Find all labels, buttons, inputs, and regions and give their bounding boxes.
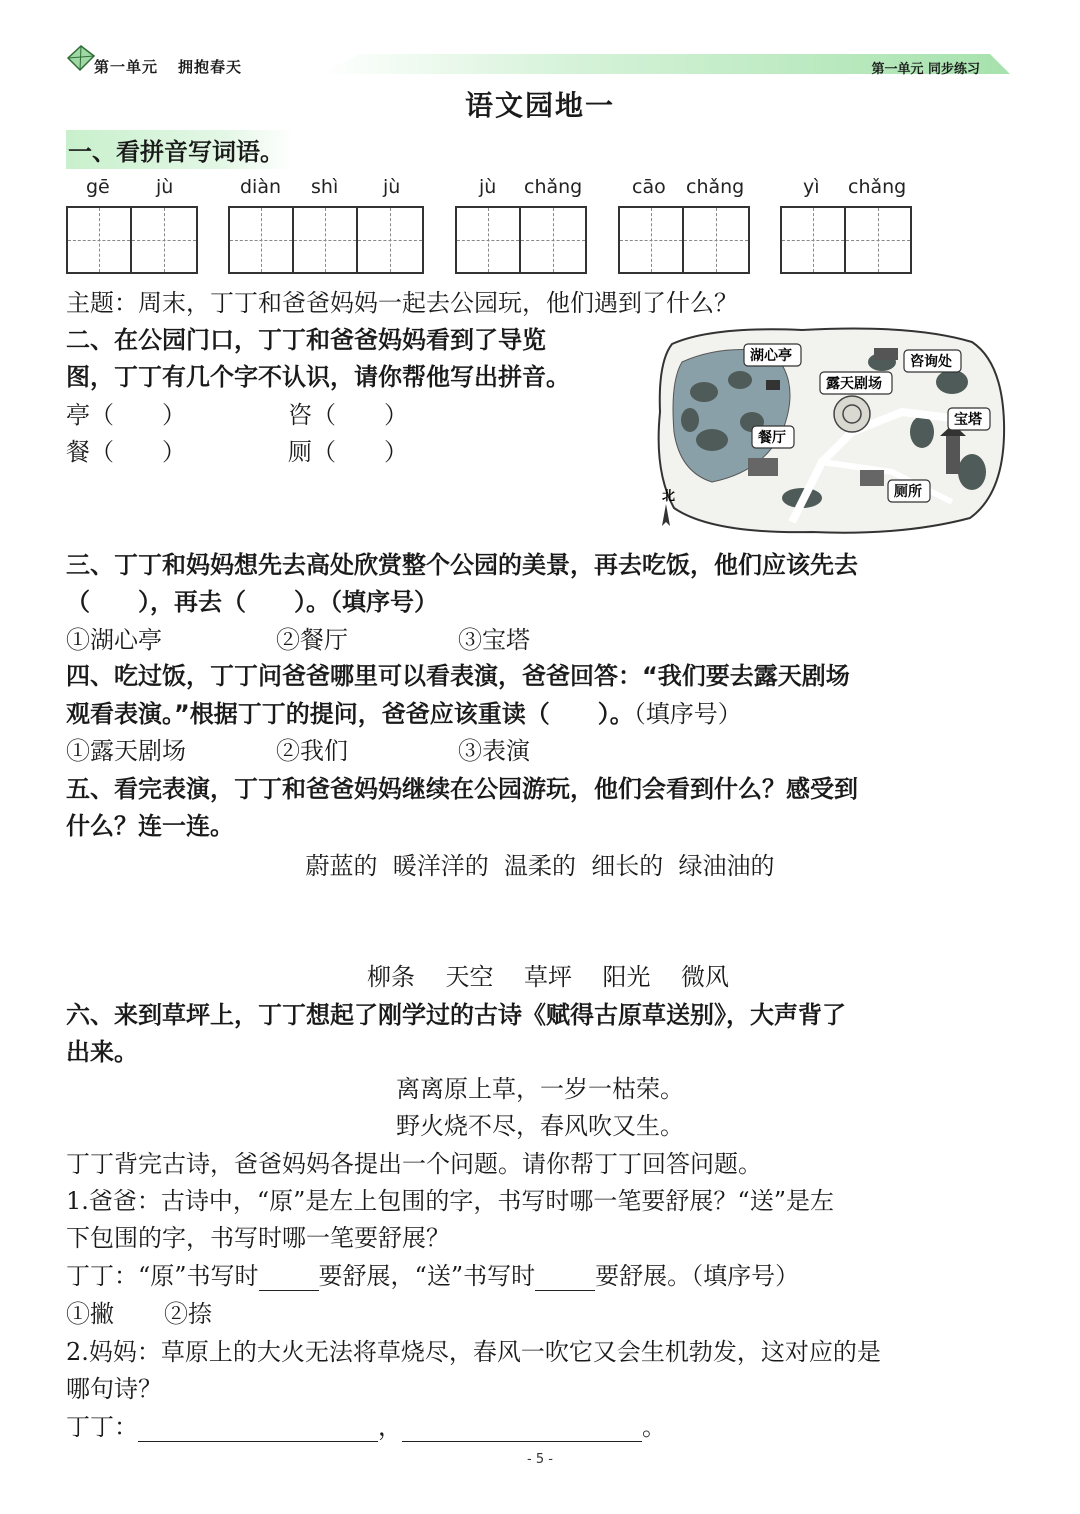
answer-2-prefix: 丁丁： [66,1413,138,1441]
section-4-line-1: 四、吃过饭，丁丁问爸爸哪里可以看表演，爸爸回答：“我们要去露天剧场 [66,662,850,690]
tianzi-grid[interactable] [780,206,912,274]
map-label [888,480,930,502]
pinyin-syllable: chǎng [686,176,745,198]
writing-cell[interactable] [132,208,196,272]
map-label [752,426,794,448]
tianzi-grid[interactable] [455,206,587,274]
header-unit-title: 拥抱春天 [178,58,243,76]
map-label-text: 厕所 [894,484,922,500]
pavilion-icon [766,380,780,390]
section-3-line-2: （ ），再去（ ）。（填序号） [66,588,438,616]
section-3-line-1: 三、丁丁和妈妈想先去高处欣赏整个公园的美景，再去吃饭，他们应该先去 [66,551,858,579]
pinyin-syllable: jù [383,176,401,198]
section-2-line-1: 二、在公园门口，丁丁和爸爸妈妈看到了导览 [66,326,546,354]
pinyin-item-ce[interactable]: 厕（ ） [288,438,408,466]
tree-cluster [696,429,728,451]
answer-blank[interactable] [535,1262,595,1291]
section-4-fill-hint: （填序号） [633,700,742,728]
map-label [948,408,990,430]
map-label-text: 餐厅 [758,430,786,446]
north-label: 北 [662,489,676,504]
pinyin-syllable: cāo [632,176,666,198]
question-2-line-2: 哪句诗？ [66,1375,162,1403]
noun-word[interactable]: 柳条 [366,963,415,991]
writing-cell[interactable] [230,208,294,272]
answer-1-part: 要舒展。（填序号） [595,1262,800,1290]
page-title: 语文园地一 [464,89,615,122]
section-5-line-2: 什么？连一连。 [66,812,234,840]
north-arrow-icon [662,504,670,526]
noun-word[interactable]: 草坪 [524,963,572,991]
answer-blank[interactable] [138,1413,378,1442]
writing-cell[interactable] [521,208,585,272]
tree-cluster [936,370,968,394]
header-unit-number: 第一单元 [94,58,159,76]
option-item: ③表演 [458,737,530,765]
tianzi-grid[interactable] [618,206,750,274]
tianzi-grid[interactable] [228,206,424,274]
section-4-line-2 [66,694,742,729]
poem-line: 离离原上草，一岁一枯荣。 [396,1075,684,1103]
header-right-label: 第一单元 同步练习 [871,62,980,77]
option-item: ①露天剧场 [66,737,186,765]
map-label [744,344,801,366]
writing-cell[interactable] [294,208,358,272]
pinyin-item-ting[interactable]: 亭（ ） [66,401,186,429]
map-label-text: 宝塔 [954,412,982,428]
writing-cell[interactable] [457,208,521,272]
answer-2-line [66,1407,666,1442]
map-label-text: 咨询处 [910,354,952,370]
answer-1-part: 丁丁：“原”书写时 [66,1262,259,1290]
writing-cell[interactable] [620,208,684,272]
header-unit [94,56,242,77]
section-2-line-2: 图，丁丁有几个字不认识，请你帮他写出拼音。 [66,363,570,391]
answer-2-end: 。 [642,1413,666,1441]
adjective-word[interactable]: 蔚蓝的 [305,852,378,880]
tree-cluster [910,416,934,448]
option-item: ③宝塔 [458,626,530,654]
answer-blank[interactable] [259,1262,319,1291]
theatre-stage [834,396,870,432]
writing-cell[interactable] [846,208,910,272]
writing-cell[interactable] [782,208,846,272]
answer-1-line [66,1256,799,1291]
option-item: ②捺 [164,1300,212,1328]
adjective-word[interactable]: 暖洋洋的 [392,852,489,880]
info-building-icon [874,348,898,360]
kite-logo-icon [66,44,96,72]
pinyin-syllable: chǎng [848,176,907,198]
noun-word[interactable]: 微风 [681,963,730,991]
theme-line: 主题：周末，丁丁和爸爸妈妈一起去公园玩，他们遇到了什么？ [66,289,738,317]
pinyin-item-zi[interactable]: 咨（ ） [288,401,408,429]
section-5-line-1: 五、看完表演，丁丁和爸爸妈妈继续在公园游玩，他们会看到什么？感受到 [66,775,858,803]
adjective-word[interactable]: 细长的 [591,852,664,880]
restaurant-building-icon [748,458,778,476]
writing-cell[interactable] [68,208,132,272]
question-2-line-1: 2.妈妈：草原上的大火无法将草烧尽，春风一吹它又会生机勃发，这对应的是 [66,1338,881,1366]
section-6-intro: 丁丁背完古诗，爸爸妈妈各提出一个问题。请你帮丁丁回答问题。 [66,1150,762,1178]
pinyin-syllable: jù [156,176,174,198]
noun-word[interactable]: 天空 [445,963,494,991]
writing-cell[interactable] [684,208,748,272]
adjective-word[interactable]: 温柔的 [504,852,576,880]
pinyin-item-can[interactable]: 餐（ ） [66,438,186,466]
pinyin-syllable: diàn [240,176,282,198]
option-item: ①撇 [66,1300,114,1328]
map-label-text: 露天剧场 [826,376,882,392]
option-item: ①湖心亭 [66,626,162,654]
question-1-line-2: 下包围的字，书写时哪一笔要舒展？ [66,1224,450,1252]
noun-word[interactable]: 阳光 [602,963,651,991]
section-1-heading: 一、看拼音写词语。 [66,130,294,169]
adjective-word[interactable]: 绿油油的 [678,852,775,880]
question-1-line-1: 1.爸爸：古诗中，“原”是左上包围的字，书写时哪一笔要舒展？“送”是左 [66,1187,834,1215]
section-6-line-1: 六、来到草坪上，丁丁想起了刚学过的古诗《赋得古原草送别》，大声背了 [66,1001,846,1029]
page-number: - 5 - [527,1452,553,1467]
map-label-text: 湖心亭 [750,348,792,364]
writing-cell[interactable] [358,208,422,272]
tianzi-grid[interactable] [66,206,198,274]
tree-cluster [681,408,699,432]
pinyin-syllable: chǎng [524,176,583,198]
map-label [820,372,892,394]
pinyin-syllable: jù [479,176,497,198]
noun-row [8,957,1080,992]
park-guide-map [652,322,1008,536]
tree-cluster [690,382,718,402]
tree-cluster [728,371,752,389]
adjective-row [0,846,1080,881]
answer-blank[interactable] [402,1413,642,1442]
tree-cluster [958,454,986,490]
option-item: ②餐厅 [276,626,348,654]
toilet-building-icon [860,470,884,486]
pinyin-syllable: yì [803,176,820,198]
section-6-line-2: 出来。 [66,1038,138,1066]
answer-2-separator: ， [378,1413,402,1441]
option-item: ②我们 [276,737,348,765]
section-4-line-2-bold: 观看表演。”根据丁丁的提问，爸爸应该重读（ ）。 [66,700,634,728]
map-label [904,350,961,372]
poem-line: 野火烧不尽，春风吹又生。 [396,1112,684,1140]
pinyin-syllable: shì [311,176,339,198]
pagoda-icon [946,434,960,474]
pinyin-syllable: gē [86,176,110,198]
answer-1-part: 要舒展，“送”书写时 [318,1262,536,1290]
